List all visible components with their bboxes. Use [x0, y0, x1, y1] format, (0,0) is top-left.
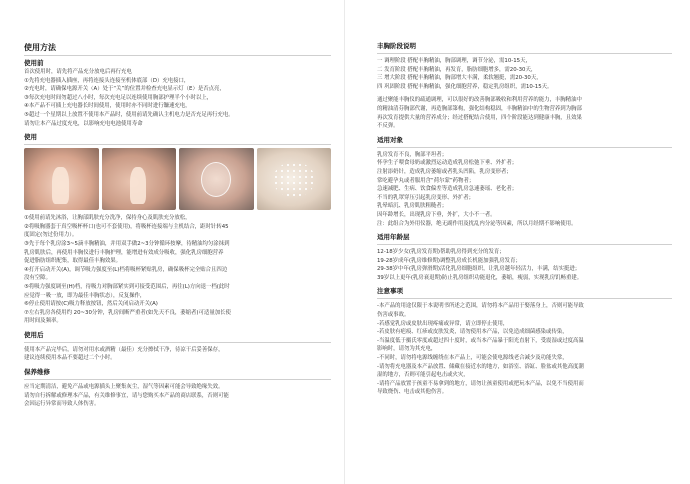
usage-title: 使用方法: [24, 43, 56, 52]
text-line: ⑤超过一个星期以上放置不使用本产品时，使用前请先确认主机电力是否充足再行充电。: [24, 111, 234, 118]
before-use-heading: 使用前: [24, 59, 44, 67]
text-line: 请勿让本产品过度充电，以影响充电电池使用寿命: [24, 120, 143, 127]
text-line: 没有空隙。: [24, 275, 51, 282]
use-heading: 使用: [24, 133, 37, 142]
text-line: 请勿自行拆解或修理本产品，有关维修事宜，请与您购买本产品的商店联系，否则可能: [24, 392, 229, 399]
text-line: 伤害或事故。: [377, 312, 410, 319]
text-line: 29-38岁中年(乳房弹滑期)活化乳房细胞组织，让乳房越年轻活力，丰满，结实挺进；: [377, 266, 581, 273]
after-use-heading: 使用后: [24, 330, 44, 339]
text-line: 度固定(勿过份用力）。: [24, 232, 78, 239]
text-line: ③先于每个乳房涂3~5滴丰胸精油，并用双手做2~3分钟循环按摩，待精油均匀涂抹到: [24, 240, 230, 247]
use-divider: [24, 144, 331, 145]
text-line: 湿的地方，否则可能引起电击或火灾，: [377, 372, 469, 379]
text-line: -本产品的用途仅限于本说明书所述之范围，请勿将本产品用于娶落身上，否则可能导致: [377, 303, 584, 310]
text-line: 的精油清芬胸部代谢，再造胸部第构，强化结构稳固，丰胸精油中的生物营养到为胸部: [377, 105, 582, 112]
text-line: 12-18岁少女(乳房发育期)帮助乳房得到充分的发育；: [377, 249, 505, 256]
text-line: 再次发育提供大量的营养成分；经过搭配结合使用，四个阶段能达到健康丰胸，且效果: [377, 114, 582, 121]
text-line: 乳房肌肤后，再使用丰胸仪进行丰胸护理，能增进有效成分吸收，强化乳房细胞营养: [24, 249, 224, 256]
text-line: 二 发育阶段 搭配丰胸精油，再发育，脂肪细胞增多，需20-30天，: [377, 66, 537, 73]
text-line: -不同时，请勿将电源线缠绕在本产品上，可能会使电源线老合减少及功能失常，: [377, 355, 568, 362]
text-line: 应觉得一吸一放，即为最佳丰胸状态），反复操作，: [24, 292, 146, 299]
text-line: 怀孕生子喂食母奶或激烈运动造成乳房松弛下垂、外扩者；: [377, 160, 518, 167]
text-line: 四 巩固阶段 搭配丰胸精油，强化细胞营养，稳定乳房组织，需10-15天。: [377, 83, 553, 90]
text-line: ②将吸胸器套于真空吸杯杯口(也可不套使用)，将吸杯连接端与主机结合，距时针转45: [24, 223, 229, 230]
text-line: 建议连续使用本品不要超过二个小时。: [24, 355, 116, 362]
text-line: 会因运行异常而导致人体伤害。: [24, 401, 100, 408]
text-line: -请勿将充电器及本产品放置、储藏在接近水的地方，如浴室、浴缸、脸盆或其他高度潮: [377, 363, 584, 370]
ages-divider: [377, 244, 672, 245]
text-line: 不当的乳罩穿压引起乳房变形、外扩者；: [377, 194, 475, 201]
title-divider: [24, 55, 331, 56]
suitable-title: 适用对象: [377, 135, 403, 144]
photo-pearl-cup: [257, 148, 332, 210]
text-line: 乳房发育不良，胸部平坦者；: [377, 151, 448, 158]
text-line: ④本产品不可插上充电器长时间使用，使用时亦不同时进行镰速充电，: [24, 103, 191, 110]
text-line: 影响时，请勿为其充电，: [377, 346, 437, 353]
before-use-text: [24, 68, 331, 128]
notes-divider: [377, 298, 672, 299]
text-line: 不反弹。: [377, 123, 399, 130]
text-line: 用时间及频率。: [24, 318, 62, 325]
text-line: 一 调理阶段 搭配丰胸精油，胸部调理，调节分泌，需10-15天，: [377, 58, 531, 64]
age-groups-title: 适用年龄层: [377, 233, 410, 242]
text-line: ③每次充电时间勿超过八小时，每次充电足以连续使用胸部护理半个小时以上，: [24, 94, 213, 101]
text-line: 因年龄增长，出现乳房下垂，外扩，大小不一者。: [377, 211, 496, 218]
right-page: [345, 0, 690, 484]
text-line: -请将产品放置于孩童不易拿到的地方，请勿让孩童使用或把玩本产品，以免不当使用而: [377, 380, 584, 387]
photo-massage: [102, 148, 177, 210]
text-line: -若皮肤有疤痕、红疹或皮肤发炎，请勿使用本产品，以免造成细菌感染或传染，: [377, 329, 568, 336]
text-line: ①先将充电器插入插座，再将连接头连接至机体底部（D）充电接口，: [24, 77, 190, 84]
usage-photos: [24, 148, 331, 210]
text-line: 促进脂肪组织配集，取得最佳丰胸效果。: [24, 258, 122, 265]
text-line: 使用本产品完毕后，请勿对用水或酒精（最佳）充分擦拭干净，待凉干后妥善保存，: [24, 346, 224, 353]
precautions-title: 注意事项: [377, 287, 403, 296]
text-line: 应当定期清洁，避免产品或电源插头上聚集灰尘，湿气等因素可能会导致绝缘失效。: [24, 384, 224, 391]
text-line: ⑦左右乳房各使用约 20~30分钟，乳房间断严重者(如先天不良，萎缩者)可适量加长使: [24, 309, 231, 316]
text-line: -若感觉乳房或皮肤出现疼痛或异常，请立即停止使用，: [377, 320, 509, 327]
text-line: 注：此组合为外用仪器，绝无副作用及扰乱内分泌等因素，所以月经期不影响使用。: [377, 220, 577, 227]
text-line: 19-28岁成年(乳房维修期)调整乳房成长机能加强乳房发育；: [377, 257, 521, 264]
text-line: ②充电时，请确保电源开关（A）处于“关”的位置并检查充电显示灯（E）是否点亮，: [24, 86, 225, 93]
text-line: 首次使用时，请先将产品充分放电后再行充电: [24, 69, 132, 75]
text-line: -当温度低于摄氏零度或超过四十度时，或当本产品暴于阳光直射下，受震湿或过度高温: [377, 337, 584, 344]
text-line: ⑥停止使用请按(C)吸力释放按钮，然后关闭启动开关(A): [24, 301, 158, 308]
text-line: ⑤将吸力强度调至(H)档，待吸力对胸部紧实到可接受范围后，再往(L)方向退一档(此时: [24, 283, 230, 290]
text-line: ①使用前请先沐浴，让胸部肌肤充分洗净，保持身心及肌肤充分放松，: [24, 215, 191, 222]
after-divider: [24, 342, 331, 343]
text-line: 急速减肥、生病、饮食偏差等造成乳房急速萎瑶、老化者；: [377, 186, 518, 193]
text-line: 乳晕暗沉、乳房肌肤粗糙者；: [377, 203, 448, 210]
text-line: 常吃避孕丸或者服用含“荷尔蒙”药物者；: [377, 177, 475, 184]
text-line: 导致烧伤、电击或其他伤害。: [377, 389, 448, 396]
photo-oil-application: [24, 148, 99, 210]
stages-divider: [377, 53, 672, 54]
stages-title: 丰胸阶段说明: [377, 42, 416, 50]
suitable-divider: [377, 147, 672, 148]
text-line: 39岁以上更年(乳房衰退期)防止乳房组织功能退化，萎缩，瘦弱，实现乳房饥畅重建。: [377, 274, 583, 281]
text-line: 通过聚能丰胸仪的疏通调理，可以很好的改善胸部吸收和利用营养的能力，丰胸精油中: [377, 97, 582, 104]
care-divider: [24, 379, 331, 380]
text-line: 注射添奶针，造成乳房萎缩或者乳头凹陷，乳房变形者；: [377, 168, 512, 175]
maintenance-heading: 保养维修: [24, 368, 50, 377]
text-line: 三 增大阶段 搭配丰胸精油，胸部增大丰满，柔软翘挺，需20-30天，: [377, 75, 542, 82]
use-steps: [24, 214, 331, 326]
photo-suction-cup: [179, 148, 254, 210]
text-line: ④打开启动开关(A)，调节吸力强度至(L)档将吸杯紧贴乳房，确保吸杯完全贴合且四边: [24, 266, 228, 273]
